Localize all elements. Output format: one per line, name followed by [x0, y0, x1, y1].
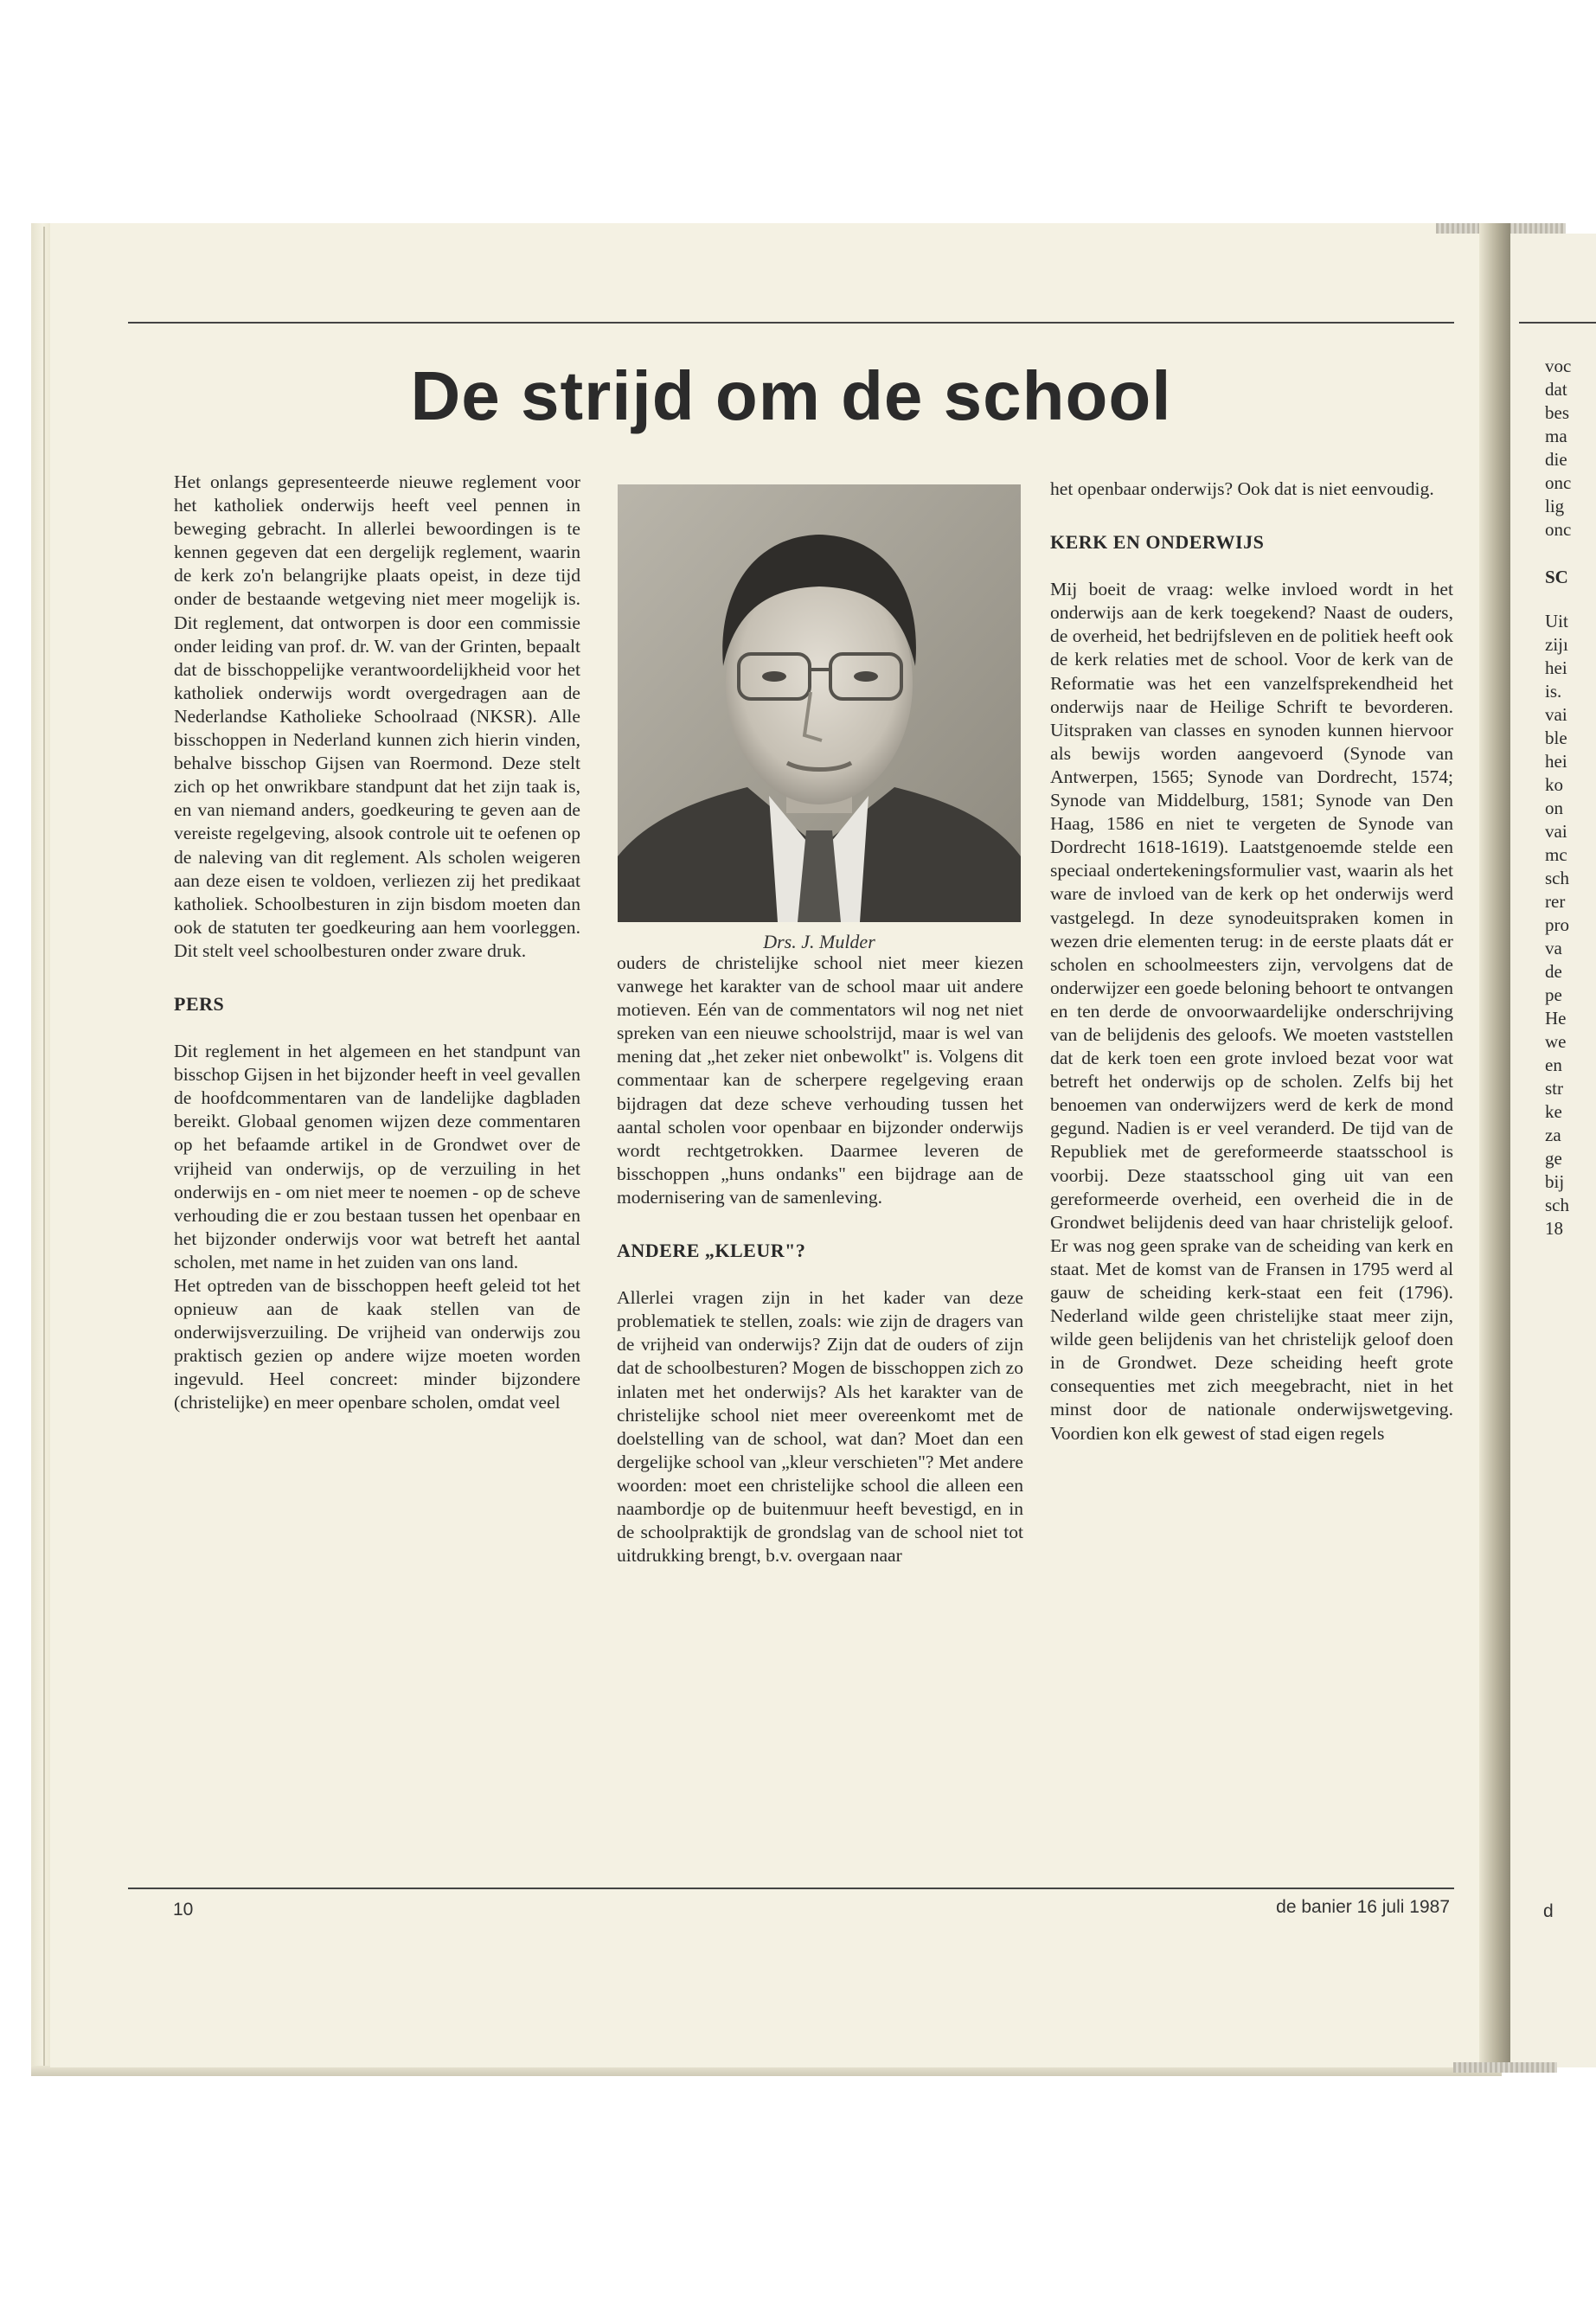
adjacent-fragment: va	[1545, 938, 1562, 958]
paragraph: Mij boeit de vraag: welke invloed wordt in het onderwijs aan de kerk toegekend? Naast de ouders, de overheid, het bedrijfsleven en de politiek heeft ook de kerk relaties met de school. Voor de kerk van de Reformatie was het een vanzelfsprekendheid het onderwijs naar de Heilige Schrift te bevorderen. Uitspraken van classes en synoden kunnen hiervoor als bewijs worden aangevoerd (Synode van Antwerpen, 1565; Synode van Dordrecht, 1574; Synode van Middelburg, 1581; Synode van Den Haag, 1586 en niet te vergeten de Synode van Dordrecht 1618-1619). Laatstgenoemde stelde een speciaal ondertekeningsformulier vast, waarin als het ware de invloed van de kerk op het onderwijs werd vastgelegd. In deze synodeuitspraken komen in wezen drie elementen terug: in de eerste plaats dát er scholen en schoolmeesters zijn, vervolgens dat de onderwijzer een goede beloning behoort te ontvangen en ten derde de onvoorwaardelijke onderschrijving van de belijdenis des geloofs. We moeten vaststellen dat de kerk toen een grote invloed bezat voor wat betreft het onderwijs op de scholen. Zelfs bij het benoemen van onderwijzers werd de kerk de mond gegund. Nadien is er veel veranderd. De tijd van de Republiek met de gereformeerde staatsschool is voorbij. Deze staatsschool ging uit van een gereformeerde overheid, een overheid die in de Grondwet belijdenis deed van haar christelijk geloof. Er was nog geen sprake van de scheiding van kerk en staat. Met de komst van de Fransen in 1795 werd al gauw de scheiding kerk-staat een feit (1796). Nederland wilde geen christelijke staat meer zijn, wilde geen belijdenis van het christelijk geloof doen in de Grondwet. Deze scheiding heeft grote consequenties met zich meegebracht, niet in het minst door de nationale onderwijswetgeving. Voordien kon elk gewest of stad eigen regels	[1050, 579, 1453, 1444]
book-gutter	[1479, 223, 1510, 2067]
column-2	[617, 952, 1023, 1567]
page-edge-line	[43, 227, 45, 2069]
adjacent-fragment: lig	[1545, 496, 1565, 516]
paragraph: Het optreden van de bisschoppen heeft geleid tot het opnieuw aan de kaak stellen van de onderwijsverzuiling. De vrijheid van onderwijs zou praktisch gezien op andere wijze moeten worden ingevuld. Heel concreet: minder bijzondere (christelijke) en meer openbare scholen, omdat veel	[174, 1275, 580, 1413]
adjacent-column	[1545, 355, 1596, 1240]
adjacent-page	[1510, 234, 1596, 2067]
adjacent-fragment: za	[1545, 1125, 1561, 1145]
column-1	[174, 471, 580, 1415]
adjacent-fragment: pe	[1545, 984, 1562, 1005]
section-heading-andere-kleur: ANDERE „KLEUR"?	[617, 1240, 806, 1262]
portrait-photo	[618, 484, 1021, 922]
photo-caption: Drs. J. Mulder	[763, 931, 875, 952]
page-edge	[31, 223, 50, 2074]
adjacent-fragment: rer	[1545, 891, 1566, 912]
top-rule	[128, 322, 1454, 324]
paragraph: Het onlangs gepresenteerde nieuwe reglement voor het katholiek onderwijs heeft veel pennen in beweging gebracht. In allerlei bewoordingen is te kennen gegeven dat een dergelijk reglement, waarin de kerk zo'n belangrijke plaats opeist, in deze tijd onder de bestaande wetgeving niet meer mogelijk is. Dit reglement, dat ontworpen is door een commissie onder leiding van prof. dr. W. van der Grinten, bepaalt dat de bisschoppelijke verantwoordelijkheid voor het katholiek onderwijs wordt overgedragen aan de Nederlandse Katholieke Schoolraad (NKSR). Alle bisschoppen in Nederland kunnen zich hierin vinden, behalve bisschop Gijsen van Roermond. Deze stelt zich op het onwrikbare standpunt dat het zijn taak is, en van niemand anders, goedkeuring te geven aan de vereiste regelgeving, alsook controle uit te oefenen op de naleving van dit reglement. Als scholen weigeren aan deze eisen te voldoen, verliezen zij het predikaat katholiek. Schoolbesturen in zijn bisdom moeten dan ook de statuten ter goedkeuring aan hem voorleggen. Dit stelt veel schoolbesturen onder zware druk.	[174, 471, 580, 961]
adjacent-fragment: on	[1545, 798, 1563, 818]
page-number: 10	[173, 1900, 194, 1920]
adjacent-fragment: die	[1545, 449, 1567, 470]
adjacent-fragment: onc	[1545, 519, 1572, 540]
adjacent-fragment: ble	[1545, 727, 1567, 748]
adjacent-fragment: en	[1545, 1054, 1562, 1075]
adjacent-fragment: sch	[1545, 868, 1569, 888]
adjacent-fragment: ge	[1545, 1148, 1562, 1169]
adjacent-fragment: bij	[1545, 1171, 1565, 1192]
paragraph: Dit reglement in het algemeen en het standpunt van bisschop Gijsen in het bijzonder heeft in veel gevallen de hoofdcommentaren van de landelijke dagbladen bereikt. Globaal genomen wijzen deze commentaren op het befaamde artikel in de Grondwet over de vrijheid van onderwijs, op de verzuiling in het onderwijs en - om niet meer te noemen - op de scheve verhouding die er zou bestaan tussen het openbaar en het bijzonder onderwijs voor wat betreft het aantal scholen, met name in het zuiden van ons land.	[174, 1041, 580, 1272]
section-heading-kerk-en-onderwijs: KERK EN ONDERWIJS	[1050, 531, 1265, 554]
adjacent-fragment: sch	[1545, 1195, 1569, 1215]
adjacent-fragment: hei	[1545, 657, 1567, 678]
publication-line: de banier 16 juli 1987	[1276, 1897, 1450, 1917]
adjacent-fragment: mc	[1545, 844, 1567, 865]
adjacent-fragment: ko	[1545, 774, 1563, 795]
bottom-rule	[128, 1888, 1454, 1889]
adjacent-heading: SC	[1545, 567, 1568, 587]
adjacent-fragment: pro	[1545, 914, 1569, 935]
adjacent-fragment: str	[1545, 1078, 1563, 1099]
adjacent-fragment: ke	[1545, 1101, 1562, 1122]
paragraph: het openbaar onderwijs? Ook dat is niet eenvoudig.	[1050, 478, 1434, 499]
adjacent-fragment: we	[1545, 1031, 1567, 1052]
adjacent-fragment: 18	[1545, 1218, 1563, 1239]
adjacent-fragment: ma	[1545, 426, 1567, 446]
adjacent-fragment: Uit	[1545, 611, 1568, 631]
article-title: De strijd om de school	[410, 357, 1172, 434]
adjacent-fragment: bes	[1545, 402, 1569, 423]
adjacent-fragment: onc	[1545, 472, 1572, 493]
adjacent-top-rule	[1519, 322, 1596, 324]
adjacent-fragment: He	[1545, 1008, 1567, 1029]
adjacent-fragment: voc	[1545, 356, 1572, 376]
paragraph: ouders de christelijke school niet meer kiezen vanwege het karakter van de school maar uit andere motieven. Eén van de commentators wil nog net niet spreken van een nieuwe schoolstrijd, maar is wel van mening dat „het zeker niet onbewolkt" is. Volgens dit commentaar kan de scherpere regelgeving eraan bijdragen dat deze scheve verhouding tussen het aantal scholen voor openbaar en bijzonder onderwijs wordt rechtgetrokken. Daarmee leveren de bisschoppen „huns ondanks" een bijdrage aan de modernisering van de samenleving.	[617, 952, 1023, 1208]
column-3	[1050, 478, 1453, 1445]
adjacent-fragment: vai	[1545, 821, 1567, 842]
adjacent-fragment: hei	[1545, 751, 1567, 772]
adjacent-fragment: zijı	[1545, 634, 1568, 655]
adjacent-fragment: dat	[1545, 379, 1567, 400]
paragraph: Allerlei vragen zijn in het kader van deze problematiek te stellen, zoals: wie zijn de dragers van de vrijheid van onderwijs? Zijn dat de ouders of zijn dat de schoolbesturen? Mogen de bisschoppen zich zo inlaten met het onderwijs? Als het karakter van de christelijke school niet meer overeenkomt met de doelstelling van de school, wat dan? Moet dan een dergelijke school van „kleur verschieten"? Met andere woorden: moet een christelijke school die alleen een naambordje op de buitenmuur heeft bevestigd, en in de schoolpraktijk de grondslag van de school niet tot uitdrukking brengt, b.v. overgaan naar	[617, 1287, 1023, 1567]
adjacent-fragment: vai	[1545, 704, 1567, 725]
adjacent-fragment: de	[1545, 961, 1562, 982]
adjacent-fragment: is.	[1545, 681, 1562, 702]
section-heading-pers: PERS	[174, 992, 225, 1015]
binding-strip-bottom	[1453, 2062, 1557, 2073]
adjacent-footer: d	[1543, 1901, 1554, 1921]
